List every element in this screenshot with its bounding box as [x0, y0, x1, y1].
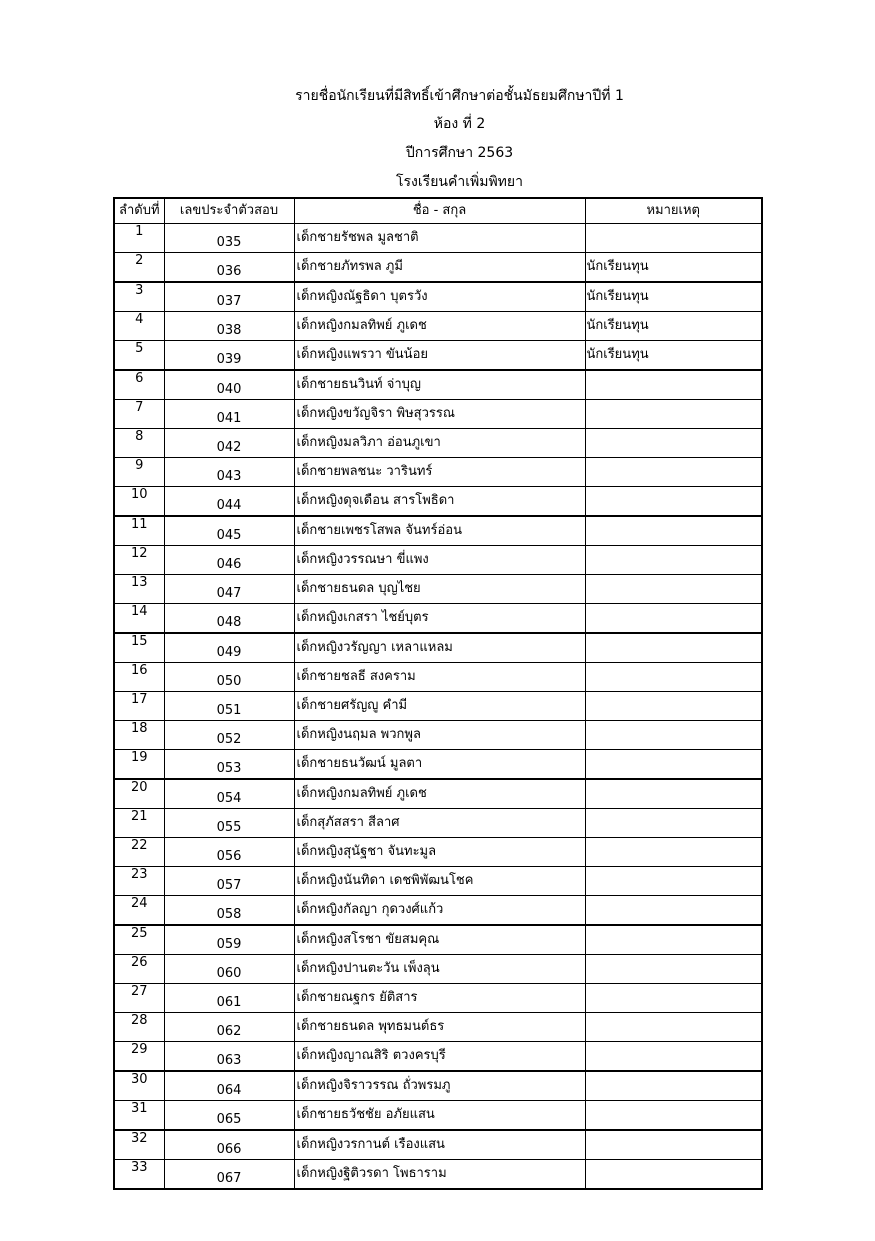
table-row	[114, 1160, 762, 1190]
row-full-name: เด็กหญิงญาณสิริ ตวงครบุรี	[294, 1042, 585, 1072]
table-row	[114, 779, 762, 809]
row-sequence-no: 27	[114, 984, 164, 1013]
header-full-name: ชื่อ - สกุล	[294, 198, 585, 224]
table-row	[114, 429, 762, 458]
row-sequence-no: 8	[114, 429, 164, 458]
row-remark	[585, 867, 762, 896]
row-sequence-no: 1	[114, 224, 164, 253]
row-full-name: เด็กชายศรัญญู คำมี	[294, 692, 585, 721]
row-sequence-no: 30	[114, 1071, 164, 1101]
row-remark	[585, 721, 762, 750]
table-row	[114, 224, 762, 253]
row-full-name: เด็กชายภัทรพล ภูมี	[294, 253, 585, 283]
header-exam-id: เลขประจำตัวสอบ	[164, 198, 294, 224]
table-row	[114, 370, 762, 400]
row-sequence-no: 29	[114, 1042, 164, 1072]
row-exam-id: 035	[164, 224, 294, 253]
table-row	[114, 253, 762, 283]
row-sequence-no: 19	[114, 750, 164, 780]
row-full-name: เด็กหญิงมลวิภา อ่อนภูเขา	[294, 429, 585, 458]
row-sequence-no: 22	[114, 838, 164, 867]
row-full-name: เด็กหญิงสโรชา ขัยสมคุณ	[294, 925, 585, 955]
row-exam-id: 060	[164, 955, 294, 984]
row-exam-id: 049	[164, 633, 294, 663]
row-exam-id: 037	[164, 282, 294, 312]
table-row	[114, 1071, 762, 1101]
table-row	[114, 546, 762, 575]
header-remark: หมายเหตุ	[585, 198, 762, 224]
row-remark	[585, 1130, 762, 1160]
row-full-name: เด็กหญิงกัลญา กุดวงศ์แก้ว	[294, 896, 585, 926]
row-full-name: เด็กชายธนดล พุทธมนต์ธร	[294, 1013, 585, 1042]
row-sequence-no: 5	[114, 341, 164, 371]
row-full-name: เด็กหญิงวรรณษา ขี่แพง	[294, 546, 585, 575]
row-sequence-no: 2	[114, 253, 164, 283]
row-sequence-no: 33	[114, 1160, 164, 1190]
row-exam-id: 061	[164, 984, 294, 1013]
row-exam-id: 064	[164, 1071, 294, 1101]
row-sequence-no: 11	[114, 516, 164, 546]
row-remark: นักเรียนทุน	[585, 341, 762, 371]
row-exam-id: 036	[164, 253, 294, 283]
row-remark	[585, 984, 762, 1013]
table-row	[114, 1013, 762, 1042]
row-remark	[585, 1042, 762, 1072]
row-exam-id: 045	[164, 516, 294, 546]
row-sequence-no: 9	[114, 458, 164, 487]
row-remark	[585, 224, 762, 253]
table-body	[114, 224, 762, 1190]
row-remark: นักเรียนทุน	[585, 253, 762, 283]
row-full-name: เด็กชายเพชรโสพล จันทร์อ่อน	[294, 516, 585, 546]
row-sequence-no: 17	[114, 692, 164, 721]
row-full-name: เด็กชายรัชพล มูลชาติ	[294, 224, 585, 253]
row-exam-id: 040	[164, 370, 294, 400]
table-row	[114, 925, 762, 955]
row-full-name: เด็กหญิงฐิติวรดา โพธาราม	[294, 1160, 585, 1190]
row-sequence-no: 25	[114, 925, 164, 955]
row-full-name: เด็กหญิงกมลทิพย์ ภูเดช	[294, 779, 585, 809]
row-remark	[585, 633, 762, 663]
table-row	[114, 341, 762, 371]
table-row	[114, 838, 762, 867]
row-sequence-no: 10	[114, 487, 164, 517]
table-row	[114, 487, 762, 517]
table-row	[114, 692, 762, 721]
row-full-name: เด็กหญิงวรกานต์ เรืองแสน	[294, 1130, 585, 1160]
row-remark	[585, 925, 762, 955]
table-row	[114, 663, 762, 692]
row-exam-id: 038	[164, 312, 294, 341]
room-title: ห้อง ที่ 2	[433, 116, 486, 132]
school-name-title: โรงเรียนคำเพิ่มพิทยา	[396, 174, 523, 190]
row-full-name: เด็กชายพลชนะ วารินทร์	[294, 458, 585, 487]
row-exam-id: 059	[164, 925, 294, 955]
row-full-name: เด็กหญิงปานตะวัน เพ็งลุน	[294, 955, 585, 984]
row-sequence-no: 26	[114, 955, 164, 984]
row-sequence-no: 3	[114, 282, 164, 312]
row-sequence-no: 16	[114, 663, 164, 692]
table-row	[114, 516, 762, 546]
row-sequence-no: 21	[114, 809, 164, 838]
student-roster-table	[113, 197, 763, 1190]
row-remark	[585, 692, 762, 721]
row-sequence-no: 12	[114, 546, 164, 575]
row-full-name: เด็กชายชลธี สงคราม	[294, 663, 585, 692]
row-exam-id: 051	[164, 692, 294, 721]
row-remark	[585, 487, 762, 517]
row-exam-id: 066	[164, 1130, 294, 1160]
table-row	[114, 458, 762, 487]
row-exam-id: 043	[164, 458, 294, 487]
table-row	[114, 984, 762, 1013]
row-remark	[585, 779, 762, 809]
table-row	[114, 867, 762, 896]
table-row	[114, 955, 762, 984]
table-row	[114, 1101, 762, 1131]
row-exam-id: 042	[164, 429, 294, 458]
table-row	[114, 750, 762, 780]
row-exam-id: 050	[164, 663, 294, 692]
row-exam-id: 044	[164, 487, 294, 517]
row-exam-id: 067	[164, 1160, 294, 1190]
row-full-name: เด็กหญิงเกสรา ไชย์บุตร	[294, 604, 585, 634]
row-full-name: เด็กหญิงจิราวรรณ ถั่วพรมภู	[294, 1071, 585, 1101]
academic-year-title: ปีการศึกษา 2563	[405, 145, 514, 161]
row-remark	[585, 575, 762, 604]
table-row	[114, 896, 762, 926]
row-remark	[585, 1160, 762, 1190]
row-exam-id: 046	[164, 546, 294, 575]
row-sequence-no: 14	[114, 604, 164, 634]
row-remark	[585, 896, 762, 926]
row-full-name: เด็กชายธนวัฒน์ มูลตา	[294, 750, 585, 780]
row-full-name: เด็กหญิงกมลทิพย์ ภูเดช	[294, 312, 585, 341]
row-remark	[585, 516, 762, 546]
row-exam-id: 063	[164, 1042, 294, 1072]
row-exam-id: 058	[164, 896, 294, 926]
row-remark	[585, 838, 762, 867]
table-row	[114, 282, 762, 312]
row-sequence-no: 20	[114, 779, 164, 809]
row-full-name: เด็กหญิงดุจเดือน สารโพธิดา	[294, 487, 585, 517]
row-full-name: เด็กหญิงนันทิดา เดชพิพัฒนโชค	[294, 867, 585, 896]
row-exam-id: 041	[164, 400, 294, 429]
row-remark	[585, 546, 762, 575]
row-full-name: เด็กสุภัสสรา สีลาศ	[294, 809, 585, 838]
row-exam-id: 065	[164, 1101, 294, 1131]
row-remark	[585, 1101, 762, 1131]
row-full-name: เด็กชายธนวินท์ จ่าบุญ	[294, 370, 585, 400]
row-remark	[585, 663, 762, 692]
header-sequence-no: ลำดับที่	[114, 198, 164, 224]
row-remark	[585, 370, 762, 400]
table-row	[114, 575, 762, 604]
row-remark	[585, 604, 762, 634]
row-full-name: เด็กหญิงนฤมล พวกพูล	[294, 721, 585, 750]
row-sequence-no: 4	[114, 312, 164, 341]
row-remark	[585, 1013, 762, 1042]
row-full-name: เด็กหญิงสุนัฐชา จันทะมูล	[294, 838, 585, 867]
row-full-name: เด็กชายธวัชชัย อภัยแสน	[294, 1101, 585, 1131]
table-row	[114, 721, 762, 750]
row-exam-id: 047	[164, 575, 294, 604]
row-full-name: เด็กชายณฐกร ยัติสาร	[294, 984, 585, 1013]
row-sequence-no: 23	[114, 867, 164, 896]
row-sequence-no: 7	[114, 400, 164, 429]
row-full-name: เด็กหญิงขวัญจิรา พิษสุวรรณ	[294, 400, 585, 429]
table-row	[114, 633, 762, 663]
table-row	[114, 604, 762, 634]
row-exam-id: 039	[164, 341, 294, 371]
row-remark	[585, 955, 762, 984]
row-sequence-no: 15	[114, 633, 164, 663]
row-exam-id: 056	[164, 838, 294, 867]
table-row	[114, 809, 762, 838]
table-row	[114, 1042, 762, 1072]
row-exam-id: 052	[164, 721, 294, 750]
table-row	[114, 312, 762, 341]
row-remark	[585, 1071, 762, 1101]
row-sequence-no: 28	[114, 1013, 164, 1042]
row-sequence-no: 13	[114, 575, 164, 604]
row-exam-id: 057	[164, 867, 294, 896]
row-remark	[585, 458, 762, 487]
row-full-name: เด็กหญิงแพรวา ขันน้อย	[294, 341, 585, 371]
row-exam-id: 055	[164, 809, 294, 838]
row-remark: นักเรียนทุน	[585, 312, 762, 341]
table-row	[114, 400, 762, 429]
row-exam-id: 062	[164, 1013, 294, 1042]
row-remark	[585, 809, 762, 838]
row-exam-id: 048	[164, 604, 294, 634]
row-full-name: เด็กหญิงวรัญญา เหลาแหลม	[294, 633, 585, 663]
row-sequence-no: 32	[114, 1130, 164, 1160]
row-sequence-no: 24	[114, 896, 164, 926]
table-header-row	[114, 198, 762, 224]
row-remark	[585, 400, 762, 429]
document-title: รายชื่อนักเรียนที่มีสิทธิ์เข้าศึกษาต่อชั้นมัธยมศึกษาปีที่ 1	[295, 88, 624, 104]
row-full-name: เด็กหญิงณัฐธิดา บุตรวัง	[294, 282, 585, 312]
row-sequence-no: 18	[114, 721, 164, 750]
row-remark	[585, 429, 762, 458]
row-sequence-no: 6	[114, 370, 164, 400]
row-sequence-no: 31	[114, 1101, 164, 1131]
row-remark	[585, 750, 762, 780]
row-full-name: เด็กชายธนดล บุญไชย	[294, 575, 585, 604]
row-exam-id: 053	[164, 750, 294, 780]
row-remark: นักเรียนทุน	[585, 282, 762, 312]
table-row	[114, 1130, 762, 1160]
row-exam-id: 054	[164, 779, 294, 809]
